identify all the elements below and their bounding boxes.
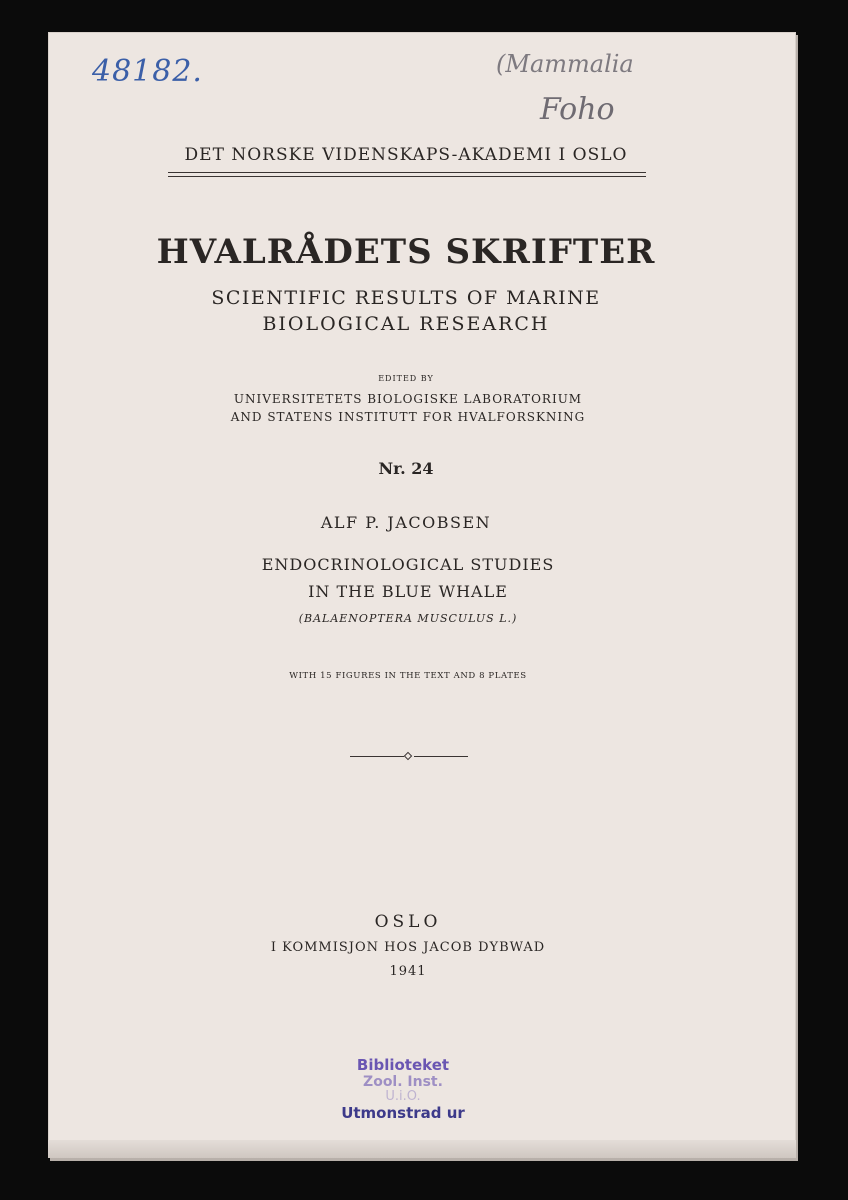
stamp-line3: U.i.O. [385,1089,421,1104]
handwritten-classification-subline: Foho [540,92,615,127]
stamp-line4: Utmonstrad ur [341,1104,465,1122]
institution-line2: AND STATENS INSTITUTT FOR HVALFORSKNING [230,410,586,424]
institution-line1: UNIVERSITETETS BIOLOGISKE LABORATORIUM [233,392,583,406]
figures-note: WITH 15 FIGURES IN THE TEXT AND 8 PLATES [289,671,527,681]
academy-name: DET NORSKE VIDENSKAPS-AKADEMI I OSLO [184,145,628,165]
handwritten-classification: (Mammalia [496,50,634,78]
ornament-line-left [350,756,404,757]
work-title-line1: ENDOCRINOLOGICAL STUDIES [261,555,555,574]
stamp-line1: Biblioteket [356,1056,450,1074]
publisher: I KOMMISJON HOS JACOB DYBWAD [270,940,546,955]
library-stamp [338,1056,468,1122]
ornament-line-right [414,756,468,757]
ornament-diamond-icon [404,752,412,760]
author-name: ALF P. JACOBSEN [320,513,492,532]
stamp-line2: Zool. Inst. [363,1074,443,1090]
publication-year: 1941 [389,964,427,979]
issue-number: Nr. 24 [378,459,434,478]
species-name: (BALAENOPTERA MUSCULUS L.) [298,612,518,625]
ornament-divider [350,752,468,762]
work-title-line2: IN THE BLUE WHALE [308,582,508,601]
series-subtitle-line1: SCIENTIFIC RESULTS OF MARINE [211,287,601,309]
double-rule-divider [168,172,646,177]
edited-by-label: EDITED BY [378,374,434,383]
publication-city: OSLO [374,912,442,932]
handwritten-accession-number: 48182. [92,54,203,89]
series-title: HVALRÅDETS SKRIFTER [156,232,656,272]
series-subtitle-line2: BIOLOGICAL RESEARCH [262,313,550,335]
